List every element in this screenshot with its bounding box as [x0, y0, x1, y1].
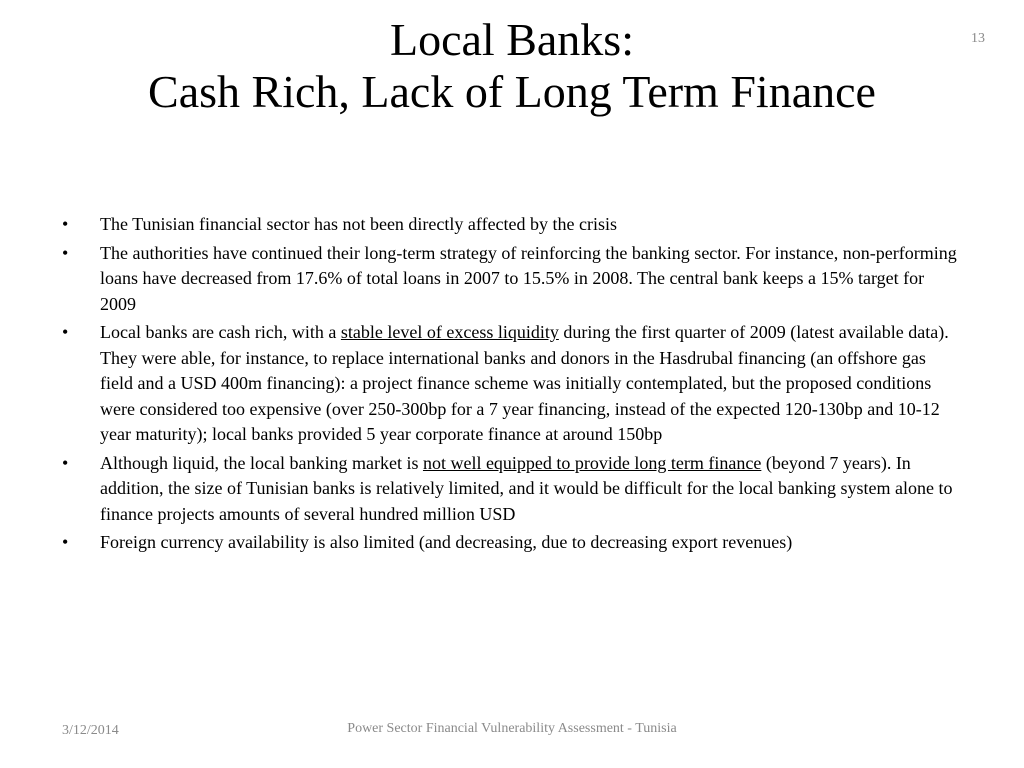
bullet-dot-icon: • [62, 242, 69, 263]
bullet-item [62, 530, 962, 556]
bullet-item [62, 451, 962, 528]
bullet-text-after: (beyond 7 years). In addition, the size of Tunisian banks is relatively limited, and it would be difficult for the local banking system alone to finance projects amounts of several hundred million USD [100, 452, 953, 524]
bullet-emphasis: not well equipped to provide long term finance [422, 452, 762, 473]
bullet-list [62, 212, 962, 559]
bullet-item [62, 241, 962, 318]
bullet-text-before: Local banks are cash rich, with a [100, 322, 341, 342]
bullet-text-before: Although liquid, the local banking market is [100, 452, 423, 473]
bullet-text: The Tunisian financial sector has not been directly affected by the crisis [100, 214, 618, 234]
bullet-text: Foreign currency availability is also limited (and decreasing, due to decreasing export revenues) [100, 532, 793, 552]
bullet-dot-icon: • [62, 322, 69, 342]
bullet-text-after: during the first quarter of 2009 (latest available data). They were able, for instance, to replace international banks and donors in the Hasdrubal financing (an offshore gas field and a USD 400m financing): a project finance scheme was initially contemplated, but the proposed conditions were considered too expensive (over 250-300bp for a 7 year financing, instead of the expected 120-130bp and 10-12 year maturity); local banks provided 5 year corporate finance at around 150bp [100, 322, 949, 444]
bullet-emphasis: stable level of excess liquidity [340, 322, 559, 342]
slide-title [40, 14, 984, 118]
bullet-item [62, 320, 962, 448]
footer-title: Power Sector Financial Vulnerability Assessment - Tunisia [347, 721, 677, 736]
slide-title-line-2: Cash Rich, Lack of Long Term Finance [148, 66, 876, 117]
bullet-dot-icon: • [62, 214, 69, 234]
bullet-dot-icon: • [62, 452, 69, 473]
bullet-text: The authorities have continued their long-term strategy of reinforcing the banking sector. For instance, non-performing loans have decreased from 17.6% of total loans in 2007 to 15.5% in 2008. The central bank keeps a 15% target for 2009 [100, 242, 957, 314]
slide-number: 13 [971, 31, 985, 46]
slide-title-line-1: Local Banks: [390, 14, 634, 65]
footer-date: 3/12/2014 [62, 723, 119, 738]
bullet-dot-icon: • [62, 532, 69, 552]
bullet-item [62, 212, 962, 238]
